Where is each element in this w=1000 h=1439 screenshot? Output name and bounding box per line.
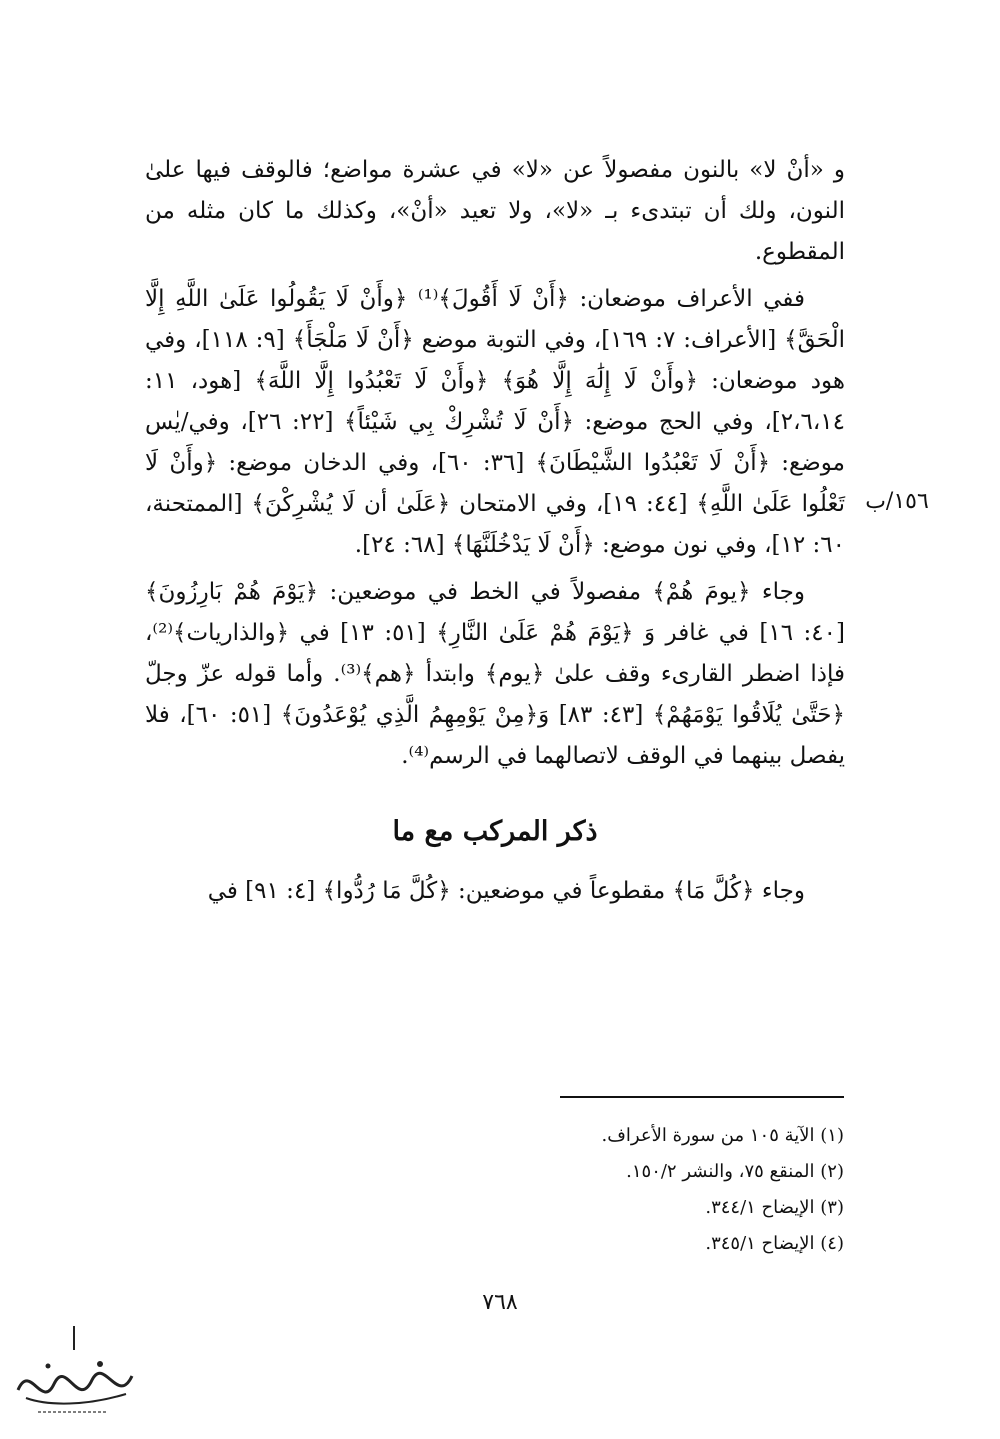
- footnote: (٣) الإيضاح ٣٤٤/١.: [705, 1197, 844, 1218]
- paragraph: ففي الأعراف موضعان: ﴿أَنْ لَا أَقُولَ﴾⁽¹⁾ ﴿وأَنْ لَا يَقُولُوا عَلَىٰ اللَّهِ إِلَّا الْحَقَّ﴾ [الأعراف: ٧: ١٦٩]، وفي التوبة موضع ﴿أَنْ لَا مَلْجَأَ﴾ [٩: ١١٨]، وفي هود موضعان: ﴿وأَنْ لَا إِلَٰهَ إِلَّا هُوَ﴾ ﴿وأَنْ لَا تَعْبُدُوا إِلَّا اللَّهَ﴾ [هود، ١١: ٢،٦،١٤]، وفي الحج موضع: ﴿أَنْ لَا تُشْرِكْ بِي شَيْئاً﴾ [٢٢: ٢٦]، وفي/يٰس موضع: ﴿أَنْ لَا تَعْبُدُوا الشَّيْطَانَ﴾ [٣٦: ٦٠]، وفي الدخان موضع: ﴿وأَنْ لَا تَعْلُوا عَلَىٰ اللَّهِ﴾ [٤٤: ١٩]، وفي الامتحان ﴿عَلَىٰ أن لَا يُشْرِكْنَ﴾ [الممتحنة، ٦٠: ١٢]، وفي نون موضع: ﴿أَنْ لَا يَدْخُلَنَّهَا﴾ [٦٨: ٢٤].: [145, 286, 846, 558]
- watermark-logo: [8, 1324, 140, 1424]
- footnote: (١) الآية ١٠٥ من سورة الأعراف.: [601, 1125, 844, 1146]
- margin-folio-note: ١٥٦/ب: [865, 489, 929, 514]
- page-number: ٧٦٨: [482, 1290, 518, 1315]
- paragraph: وجاء ﴿يومَ هُمْ﴾ مفصولاً في الخط في موضعين: ﴿يَوْمَ هُمْ بَارِزُونَ﴾ [٤٠: ١٦] في غافر وَ ﴿يَوْمَ هُمْ عَلَىٰ النَّارِ﴾ [٥١: ١٣] في ﴿والذاريات﴾⁽²⁾، فإذا اضطر القارىء وقف علىٰ ﴿يوم﴾ وابتدأ ﴿هم﴾⁽³⁾. وأما قوله عزّ وجلّ ﴿حَتَّىٰ يُلَاقُوا يَوْمَهُمْ﴾ [٤٣: ٨٣] وَ﴿مِنْ يَوْمِهِمُ الَّذِي يُوْعَدُونَ﴾ [٥١: ٦٠]، فلا يفصل بينهما في الوقف لاتصالهما في الرسم⁽⁴⁾.: [145, 579, 846, 769]
- footnote: (٤) الإيضاح ٣٤٥/١.: [705, 1233, 844, 1254]
- footnotes: [400, 1118, 844, 1262]
- main-text: [145, 150, 845, 918]
- paragraph: وجاء ﴿كُلَّ مَا﴾ مقطوعاً في موضعين: ﴿كُلَّ مَا رُدُّوا﴾ [٤: ٩١] في: [207, 878, 805, 904]
- footnote-divider: [560, 1096, 844, 1098]
- footnote: (٢) المنقع ٧٥، والنشر ١٥٠/٢.: [626, 1161, 844, 1182]
- section-heading: ذكر المركب مع ما: [392, 816, 598, 847]
- paragraph: و «أنْ لا» بالنون مفصولاً عن «لا» في عشرة مواضع؛ فالوقف فيها علىٰ النون، ولك أن تبتدىء بـ «لا»، ولا تعيد «أنْ»، وكذلك ما كان مثله من المقطوع.: [145, 157, 845, 265]
- section-gap: [145, 783, 845, 807]
